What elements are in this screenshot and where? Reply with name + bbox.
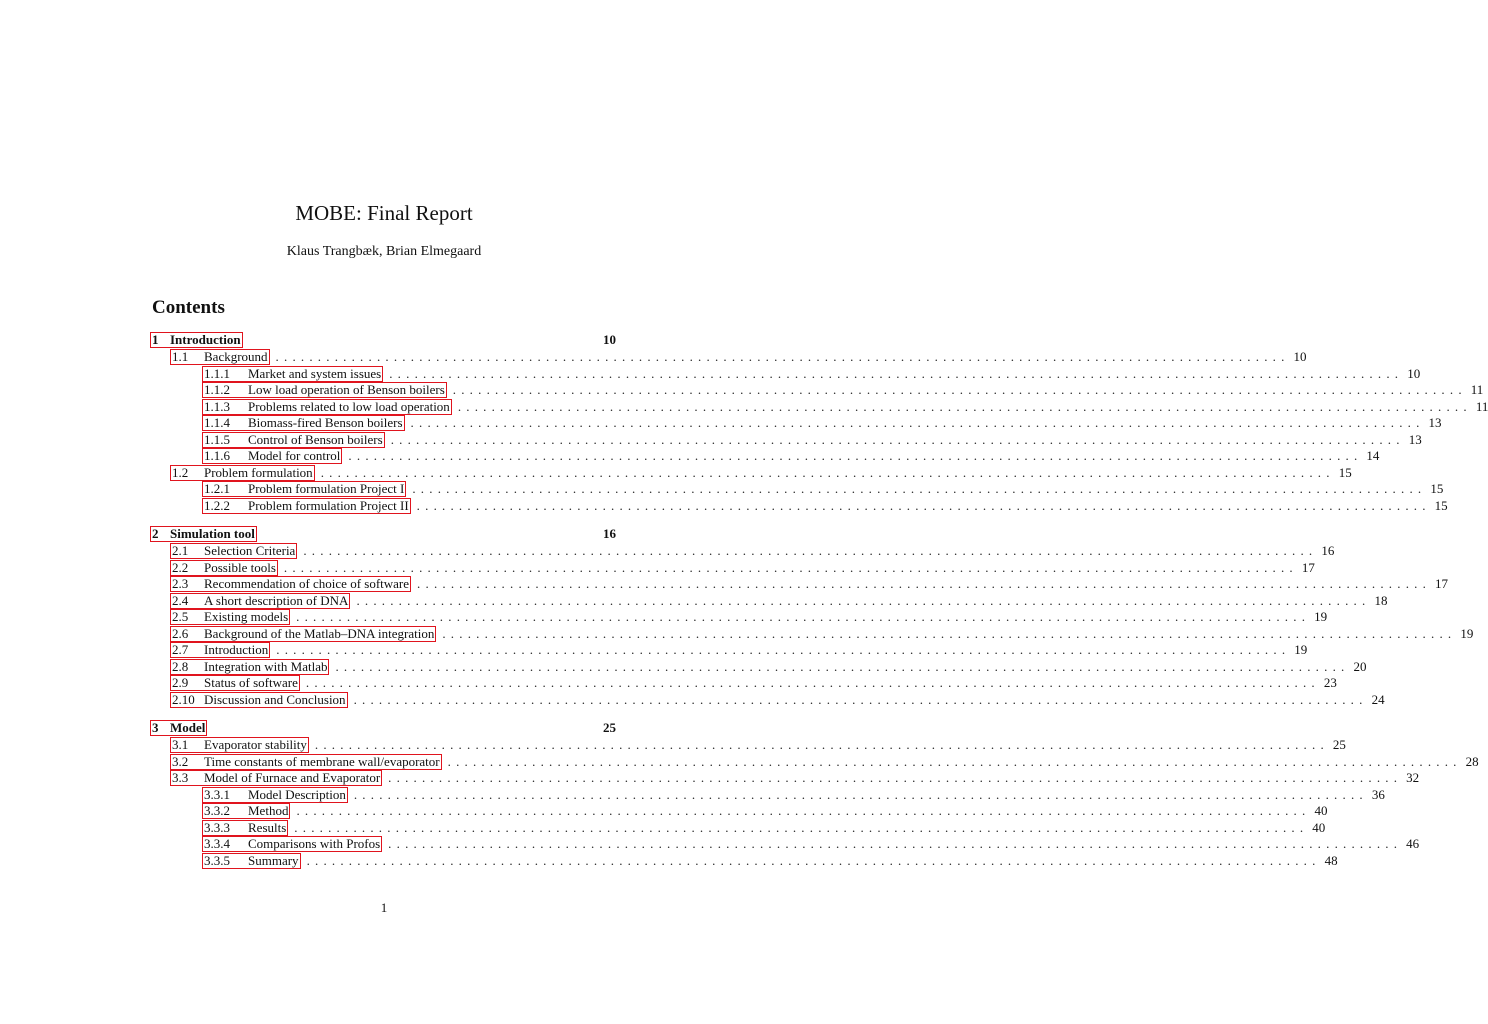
toc-subsection-row [150, 852, 1338, 870]
toc-chapter-row [150, 332, 616, 349]
toc-page-number: 15 [1338, 464, 1352, 480]
toc-entry-number: 1.1.2 [204, 382, 230, 397]
toc-entry-title: Integration with Matlab [204, 658, 328, 674]
toc-section-link[interactable] [170, 737, 309, 753]
dot-leader: ........................................................................................................................ [410, 415, 1425, 430]
toc-entry-number: 3.3.4 [204, 836, 230, 851]
dot-leader: ........................................................................................................................ [276, 642, 1291, 657]
toc-page-number: 16 [603, 526, 616, 541]
toc-entry-title: Market and system issues [248, 365, 382, 381]
toc-subsection-row [150, 431, 1422, 449]
toc-entry-number: 1.1.3 [204, 398, 230, 414]
toc-subsection-link[interactable] [202, 399, 452, 415]
toc-page-number: 10 [1407, 365, 1421, 381]
toc-page-number: 40 [1314, 803, 1328, 818]
toc-entry-number: 2.4 [172, 592, 189, 608]
toc-subsection-link[interactable] [202, 853, 301, 869]
toc-section-row [150, 770, 1420, 787]
toc-entry-title: Biomass-fired Benson boilers [248, 415, 403, 430]
toc-page-number: 48 [1324, 852, 1338, 868]
toc-subsection-link[interactable] [202, 787, 348, 803]
toc-section-row [150, 576, 1449, 593]
dot-leader: ........................................................................................................................ [283, 559, 1298, 575]
toc-section-row [150, 642, 1308, 659]
toc-chapter-row [150, 526, 616, 543]
dot-leader: ........................................................................................................................ [452, 382, 1467, 397]
toc-section-link[interactable] [170, 770, 382, 786]
toc-entry-title: Comparisons with Profos [248, 836, 381, 851]
toc-entry-title: Introduction [204, 642, 269, 657]
toc-page-number: 17 [1301, 559, 1315, 575]
toc-entry-title: Background of the Matlab–DNA integration [204, 625, 435, 641]
toc-subsection-link[interactable] [202, 481, 406, 497]
toc-section-row [150, 737, 1346, 754]
toc-entry-number: 3.3.3 [204, 819, 230, 835]
dot-leader: ........................................................................................................................ [416, 497, 1431, 513]
dot-leader: ........................................................................................................................ [296, 803, 1311, 818]
toc-entry-number: 1.1.4 [204, 415, 230, 430]
toc-entry-title: Status of software [204, 675, 298, 690]
toc-entry-title: Recommendation of choice of software [204, 576, 410, 591]
toc-section-link[interactable] [170, 465, 315, 481]
dot-leader: ........................................................................................................................ [353, 691, 1368, 707]
toc-chapter-title: Simulation tool [170, 526, 255, 541]
dot-leader: ........................................................................................................................ [348, 448, 1363, 463]
toc-entry-number: 2.3 [172, 576, 189, 591]
toc-entry-title: Discussion and Conclusion [204, 691, 346, 707]
toc-subsection-link[interactable] [202, 448, 342, 464]
toc-page-number: 23 [1323, 675, 1337, 690]
toc-entry-title: Model Description [248, 786, 346, 802]
toc-section-link[interactable] [170, 642, 270, 658]
toc-page-number: 16 [1321, 543, 1335, 558]
toc-section-row [150, 625, 1474, 643]
toc-entry-title: Control of Benson boilers [248, 431, 383, 447]
toc-subsection-row [150, 448, 1380, 465]
toc-entry-number: 1.1.5 [204, 431, 230, 447]
toc-section-link[interactable] [170, 543, 297, 559]
toc-entry-title: Results [248, 819, 287, 835]
toc-page-number: 15 [1434, 497, 1448, 513]
toc-entry-number: 2.7 [172, 642, 189, 657]
toc-page-number: 11 [1475, 398, 1488, 414]
toc-chapter-title: Introduction [170, 332, 241, 347]
dot-leader: ........................................................................................................................ [320, 464, 1335, 480]
toc-subsection-link[interactable] [202, 432, 385, 448]
toc-section-row [150, 543, 1335, 560]
toc-entry-number: 2.9 [172, 675, 189, 690]
toc-subsection-row [150, 481, 1444, 498]
toc-subsection-row [150, 786, 1385, 804]
toc-section-row [150, 592, 1388, 610]
toc-entry-number: 1.1 [172, 349, 189, 364]
toc-page-number: 14 [1366, 448, 1380, 463]
toc-page-number: 10 [603, 332, 616, 347]
dot-leader: ........................................................................................................................ [314, 737, 1329, 752]
toc-page-number: 25 [1332, 737, 1346, 752]
toc-subsection-row [150, 415, 1442, 432]
toc-page-number: 19 [1294, 642, 1308, 657]
toc-section-link[interactable] [170, 560, 278, 576]
toc-entry-title: Background [204, 349, 268, 364]
toc-entry-number: 1.2.2 [204, 497, 230, 513]
toc-entry-title: Selection Criteria [204, 543, 296, 558]
toc-entry-number: 1.2 [172, 464, 189, 480]
dot-leader: ........................................................................................................................ [447, 753, 1462, 769]
toc-subsection-row [150, 382, 1484, 399]
toc-entry-number: 3.3.1 [204, 786, 230, 802]
toc-entry-title: Problem formulation Project I [248, 481, 405, 496]
toc-section-link[interactable] [170, 626, 436, 642]
toc-entry-number: 3.3 [172, 770, 189, 785]
toc-section-row [150, 658, 1367, 676]
toc-entry-title: A short description of DNA [204, 592, 349, 608]
toc-subsection-row [150, 803, 1328, 820]
toc-page-number: 19 [1314, 609, 1328, 624]
toc-subsection-link[interactable] [202, 820, 288, 836]
dot-leader: ........................................................................................................................ [412, 481, 1427, 496]
toc-entry-number: 1.1.1 [204, 365, 230, 381]
toc-subsection-row [150, 365, 1421, 383]
contents-heading: Contents [152, 297, 225, 318]
dot-leader: ........................................................................................................................ [296, 609, 1311, 624]
toc-section-row [150, 464, 1352, 482]
toc-entry-title: Time constants of membrane wall/evaporator [204, 753, 440, 769]
toc-page-number: 32 [1406, 770, 1420, 785]
page-number: 1 [380, 900, 388, 915]
toc-entry-title: Existing models [204, 609, 289, 624]
toc-entry-number: 3.3.2 [204, 803, 230, 818]
toc-chapter-number: 1 [152, 332, 159, 347]
dot-leader: ........................................................................................................................ [306, 852, 1321, 868]
dot-leader: ........................................................................................................................ [294, 819, 1309, 835]
toc-entry-number: 2.1 [172, 543, 189, 558]
toc-subsection-row [150, 819, 1326, 837]
dot-leader: ........................................................................................................................ [305, 675, 1320, 690]
toc-entry-number: 3.3.5 [204, 852, 230, 868]
dot-leader: ........................................................................................................................ [356, 592, 1371, 608]
dot-leader: ........................................................................................................................ [388, 836, 1403, 851]
toc-entry-number: 2.2 [172, 559, 189, 575]
toc-page-number: 20 [1353, 658, 1367, 674]
toc-page-number: 28 [1465, 753, 1479, 769]
dot-leader: ........................................................................................................................ [335, 658, 1350, 674]
toc-subsection-row [150, 398, 1488, 416]
toc-entry-title: Problem formulation [204, 464, 313, 480]
dot-leader: ........................................................................................................................ [275, 349, 1290, 364]
toc-chapter-number: 3 [152, 720, 159, 735]
toc-entry-title: Method [248, 803, 289, 818]
toc-chapter-link[interactable] [150, 332, 243, 348]
document-authors: Klaus Trangbæk, Brian Elmegaard [286, 244, 482, 259]
toc-section-link[interactable] [170, 593, 350, 609]
toc-section-link[interactable] [170, 754, 442, 770]
toc-chapter-number: 2 [152, 526, 159, 541]
toc-entry-title: Possible tools [204, 559, 276, 575]
dot-leader: ........................................................................................................................ [417, 576, 1432, 591]
dot-leader: ........................................................................................................................ [389, 365, 1404, 381]
toc-section-link[interactable] [170, 692, 348, 708]
toc-entry-number: 2.5 [172, 609, 189, 624]
toc-subsection-link[interactable] [202, 382, 447, 398]
toc-section-row [150, 559, 1315, 577]
toc-chapter-title: Model [170, 720, 206, 735]
toc-chapter-section [150, 332, 1488, 514]
toc-chapter-link[interactable] [150, 526, 257, 542]
toc-entry-number: 2.10 [172, 691, 195, 707]
toc-page-number: 13 [1428, 415, 1442, 430]
toc-entry-number: 3.1 [172, 737, 189, 752]
toc-chapter-section [150, 526, 1474, 708]
toc-entry-number: 2.8 [172, 658, 189, 674]
toc-subsection-row [150, 836, 1420, 853]
toc-section-link[interactable] [170, 349, 270, 365]
toc-section-row [150, 349, 1307, 366]
toc-chapter-link[interactable] [150, 720, 207, 736]
toc-page-number: 24 [1371, 691, 1385, 707]
dot-leader: ........................................................................................................................ [303, 543, 1318, 558]
document-title: MOBE: Final Report [295, 201, 473, 225]
toc-section-row [150, 675, 1337, 692]
toc-page-number: 10 [1293, 349, 1307, 364]
toc-entry-number: 1.2.1 [204, 481, 230, 496]
toc-entry-number: 1.1.6 [204, 448, 230, 463]
toc-page-number: 13 [1408, 431, 1422, 447]
toc-page-number: 17 [1435, 576, 1449, 591]
toc-section-row [150, 609, 1328, 626]
toc-entry-title: Summary [248, 852, 299, 868]
dot-leader: ........................................................................................................................ [390, 431, 1405, 447]
toc-entry-title: Problems related to low load operation [248, 398, 450, 414]
toc-section-row [150, 753, 1479, 771]
toc-subsection-link[interactable] [202, 498, 411, 514]
dot-leader: ........................................................................................................................ [457, 398, 1472, 414]
toc-page-number: 15 [1430, 481, 1444, 496]
toc-page-number: 18 [1374, 592, 1388, 608]
toc-section-link[interactable] [170, 659, 329, 675]
toc-entry-title: Evaporator stability [204, 737, 307, 752]
toc-subsection-link[interactable] [202, 415, 405, 431]
dot-leader: ........................................................................................................................ [353, 786, 1368, 802]
toc-entry-title: Problem formulation Project II [248, 497, 409, 513]
toc-subsection-link[interactable] [202, 803, 290, 819]
toc-entry-number: 3.2 [172, 753, 189, 769]
toc-page-number: 36 [1371, 786, 1385, 802]
toc-entry-title: Model of Furnace and Evaporator [204, 770, 381, 785]
toc-subsection-link[interactable] [202, 366, 383, 382]
table-of-contents [150, 332, 1488, 881]
toc-entry-title: Model for control [248, 448, 341, 463]
toc-entry-number: 2.6 [172, 625, 189, 641]
toc-page-number: 19 [1460, 625, 1474, 641]
toc-page-number: 46 [1406, 836, 1420, 851]
toc-section-link[interactable] [170, 675, 300, 691]
toc-page-number: 25 [603, 720, 616, 735]
toc-page-number: 40 [1312, 819, 1326, 835]
toc-page-number: 11 [1470, 382, 1484, 397]
toc-section-link[interactable] [170, 609, 290, 625]
toc-subsection-row [150, 497, 1448, 515]
toc-chapter-row [150, 720, 616, 737]
toc-entry-title: Low load operation of Benson boilers [248, 382, 445, 397]
toc-section-row [150, 691, 1385, 709]
toc-chapter-section [150, 720, 1479, 869]
dot-leader: ........................................................................................................................ [442, 625, 1457, 641]
dot-leader: ........................................................................................................................ [388, 770, 1403, 785]
toc-section-link[interactable] [170, 576, 411, 592]
toc-subsection-link[interactable] [202, 836, 382, 852]
